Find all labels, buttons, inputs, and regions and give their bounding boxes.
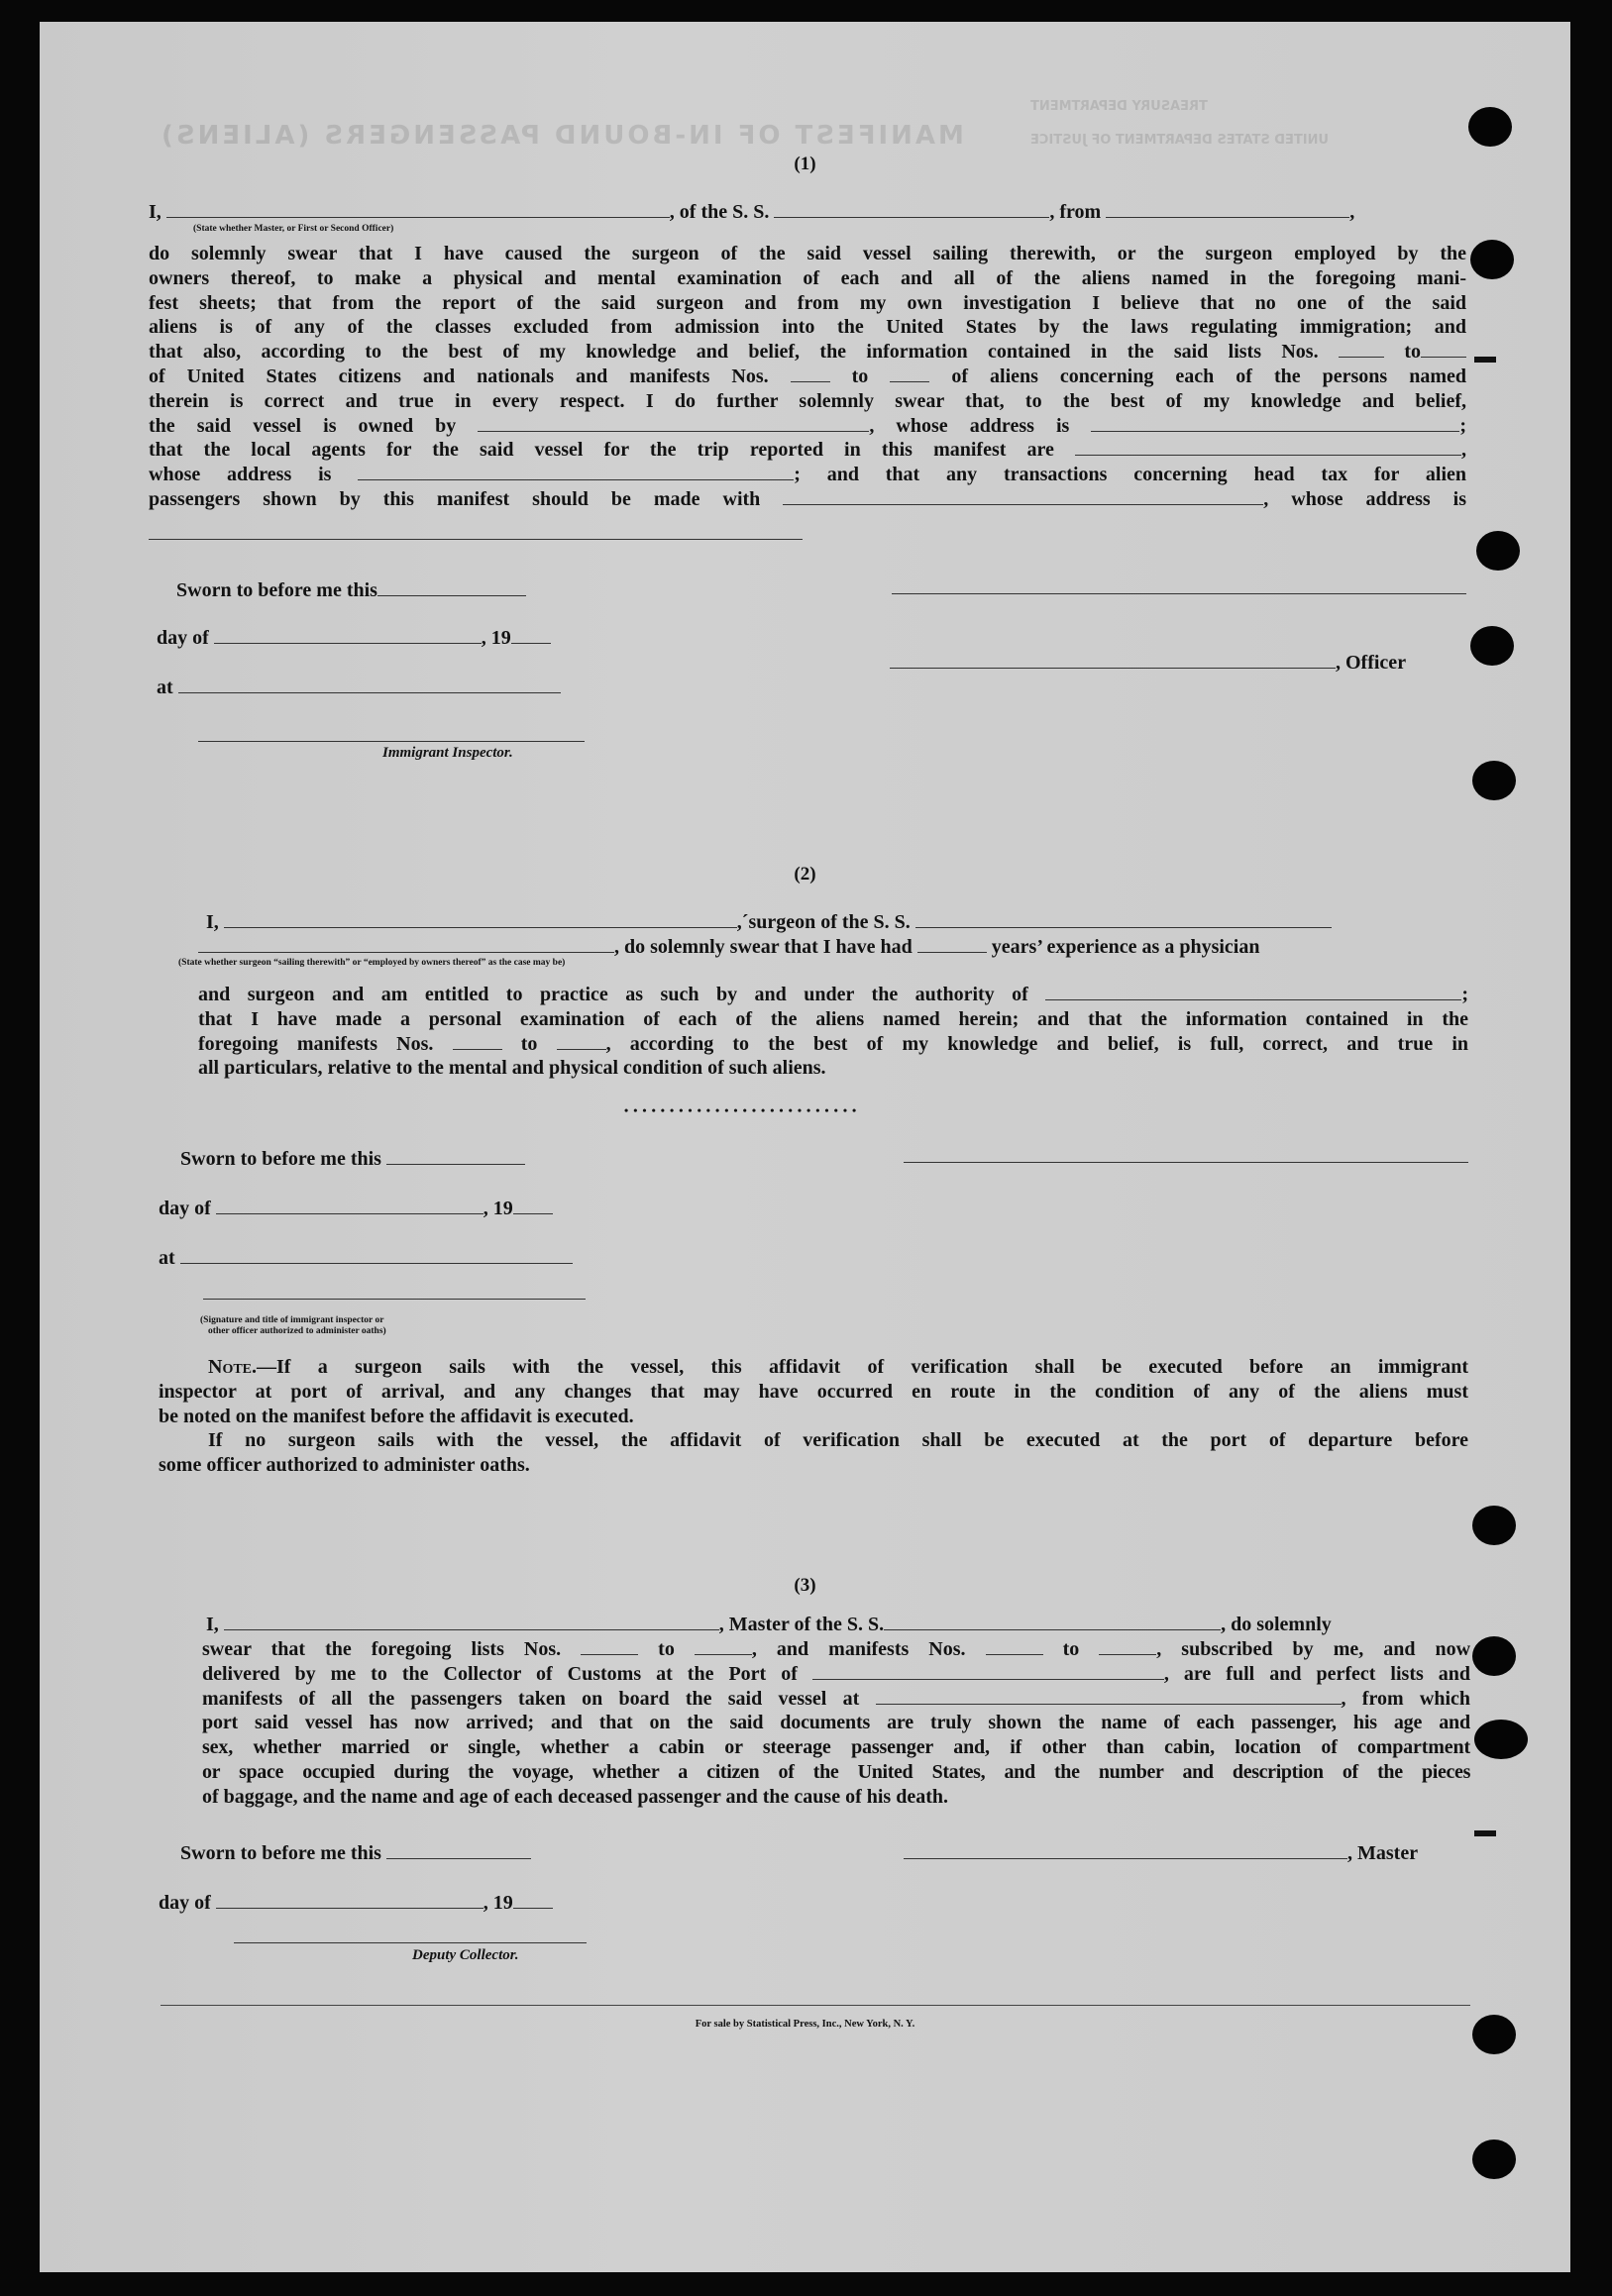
bleed-through-title: MANIFEST OF IN-BOUND PASSENGERS (ALIENS) bbox=[159, 121, 964, 151]
section-2-note bbox=[159, 1355, 1468, 1478]
note-line: be noted on the manifest before the affidavit is executed. bbox=[159, 1405, 634, 1427]
officer-caption: (State whether Master, or First or Second Officer) bbox=[193, 224, 394, 234]
sworn-date-field[interactable] bbox=[386, 1163, 525, 1165]
collector-signature-line[interactable] bbox=[234, 1941, 587, 1943]
section-1-citizens-line: of United States citizens and nationals and manifests Nos. to of aliens concerning each of the persons named bbox=[149, 365, 1466, 387]
lists-to-field[interactable] bbox=[1421, 356, 1466, 358]
bleed-through-header-2: UNITED STATES DEPARTMENT OF JUSTICE bbox=[1030, 133, 1330, 148]
section-1-number: (1) bbox=[794, 154, 816, 174]
section-1-line-1: I, , of the S. S. , from , bbox=[149, 201, 1355, 223]
section-1-lists-line: that also, according to the best of my knowledge and belief, the information contained in the said lists Nos. to bbox=[149, 340, 1466, 365]
embarkation-port-field[interactable] bbox=[876, 1703, 1342, 1705]
manifests-from-field[interactable] bbox=[986, 1653, 1043, 1655]
punch-hole bbox=[1472, 1506, 1516, 1545]
section-3-body-line: sex, whether married or single, whether a cabin or steerage passenger and, if other than cabin, location of compartment bbox=[202, 1736, 1470, 1759]
section-1-passengers-line: passengers shown by this manifest should be made with , whose address is bbox=[149, 487, 1467, 510]
manifests-to-field[interactable] bbox=[557, 1048, 606, 1050]
port-field[interactable] bbox=[812, 1678, 1164, 1680]
section-1-correct-line: therein is correct and true in every respect. I do further solemnly swear that, to the best of my knowledge and belief, bbox=[149, 389, 1466, 412]
punch-hole bbox=[1468, 107, 1512, 147]
officer-name-field[interactable] bbox=[166, 216, 670, 218]
vessel-name-field[interactable] bbox=[774, 216, 1049, 218]
section-1-body bbox=[149, 242, 1466, 512]
day-of-field[interactable] bbox=[216, 1907, 484, 1909]
section-3-sworn: Sworn to before me this bbox=[180, 1841, 531, 1865]
authority-field[interactable] bbox=[1045, 998, 1461, 1000]
section-2-line-2: , do solemnly swear that I have had years’ experience as a physician bbox=[198, 935, 1468, 959]
manifests-from-field[interactable] bbox=[791, 380, 830, 382]
lists-from-field[interactable] bbox=[1339, 356, 1384, 358]
section-3-body-line: or space occupied during the voyage, whether a citizen of the United States, and the number and description of the pieces bbox=[202, 1760, 1470, 1783]
section-2-line-1: I, ,´surgeon of the S. S. bbox=[206, 910, 1332, 934]
surgeon-vessel-field[interactable] bbox=[915, 926, 1332, 928]
punch-hole bbox=[1472, 2015, 1516, 2054]
binder-mark bbox=[1474, 1830, 1496, 1836]
manifests-to-field[interactable] bbox=[1099, 1653, 1156, 1655]
sworn-date-field[interactable] bbox=[386, 1857, 531, 1859]
section-1-sworn: Sworn to before me this bbox=[176, 578, 526, 602]
section-2-authority-line: and surgeon and am entitled to practice as such by and under the authority of ; bbox=[198, 984, 1468, 1005]
officer-signature-line[interactable] bbox=[892, 592, 1466, 594]
inspector-caption: Immigrant Inspector. bbox=[382, 745, 513, 761]
section-3-lists-line: swear that the foregoing lists Nos. to , and manifests Nos. to , subscribed by me, and now bbox=[202, 1638, 1471, 1660]
footer-rule bbox=[161, 2005, 1470, 2006]
signature-caption-2: other officer authorized to administer oaths) bbox=[208, 1326, 386, 1336]
section-3-line-1: I, , Master of the S. S. , do solemnly bbox=[206, 1614, 1332, 1635]
section-3-body-line: port said vessel has now arrived; and that on the said documents are truly shown the name of each passenger, his age and bbox=[202, 1712, 1470, 1734]
punch-hole bbox=[1470, 240, 1514, 279]
departure-port-field[interactable] bbox=[1106, 216, 1349, 218]
sworn-date-field[interactable] bbox=[377, 594, 526, 596]
section-3-number: (3) bbox=[794, 1575, 816, 1596]
section-1-body-line: fest sheets; that from the report of the said surgeon and from my own investigation I believe that no one of the said bbox=[149, 291, 1466, 314]
section-1-day-of: day of , 19 bbox=[157, 626, 551, 650]
master-name-field[interactable] bbox=[224, 1628, 719, 1630]
punch-hole bbox=[1470, 626, 1514, 666]
section-3-day-of: day of , 19 bbox=[159, 1891, 553, 1915]
year-field[interactable] bbox=[511, 642, 551, 644]
at-place-field[interactable] bbox=[180, 1262, 573, 1264]
dotted-separator: • • • • • • • • • • • • • • • • • • • • • • • • • • bbox=[624, 1103, 858, 1117]
punch-hole bbox=[1476, 531, 1520, 571]
lists-to-field[interactable] bbox=[695, 1653, 752, 1655]
printer-credit: For sale by Statistical Press, Inc., New York, N. Y. bbox=[695, 2019, 915, 2030]
section-1-body-line: owners thereof, to make a physical and mental examination of each and all of the aliens named in the foregoing mani- bbox=[149, 266, 1466, 289]
agents-address-field[interactable] bbox=[358, 478, 794, 480]
section-1-officer: , Officer bbox=[890, 651, 1406, 675]
master-signature-line[interactable] bbox=[904, 1857, 1347, 1859]
lists-from-field[interactable] bbox=[581, 1653, 638, 1655]
note-line: inspector at port of arrival, and any changes that may have occurred en route in the condition of any of the aliens must bbox=[159, 1380, 1468, 1403]
punch-hole bbox=[1472, 2139, 1516, 2179]
section-1-body-line: aliens is of any of the classes excluded from admission into the United States by the laws regulating immigration; and bbox=[149, 316, 1466, 339]
officer-title-field[interactable] bbox=[890, 667, 1336, 669]
section-3-port-line: delivered by me to the Collector of Customs at the Port of , are full and perfect lists and bbox=[202, 1662, 1471, 1685]
surgeon-status-field[interactable] bbox=[198, 951, 614, 953]
manifests-to-field[interactable] bbox=[890, 380, 929, 382]
section-1-owned-line: the said vessel is owned by , whose address is ; bbox=[149, 414, 1467, 437]
section-3-body-line: of baggage, and the name and age of each deceased passenger and the cause of his death. bbox=[202, 1785, 948, 1808]
note-line: If no surgeon sails with the vessel, the affidavit of verification shall be executed at the port of departure before bbox=[208, 1429, 1468, 1452]
head-tax-address-field[interactable] bbox=[149, 538, 803, 540]
inspector-signature-line[interactable] bbox=[198, 740, 585, 742]
signature-caption-1: (Signature and title of immigrant inspector or bbox=[200, 1315, 384, 1325]
section-1-address-line: whose address is ; and that any transactions concerning head tax for alien bbox=[149, 464, 1467, 486]
collector-caption: Deputy Collector. bbox=[412, 1947, 519, 1963]
manifests-from-field[interactable] bbox=[453, 1048, 502, 1050]
section-3-master: , Master bbox=[904, 1841, 1418, 1865]
inspector-signature-line[interactable] bbox=[203, 1298, 586, 1300]
manifest-page bbox=[40, 22, 1570, 2272]
day-of-field[interactable] bbox=[214, 642, 482, 644]
punch-hole bbox=[1472, 761, 1516, 800]
head-tax-contact-field[interactable] bbox=[783, 503, 1263, 505]
note-line: some officer authorized to administer oaths. bbox=[159, 1454, 530, 1477]
local-agents-field[interactable] bbox=[1075, 454, 1461, 456]
bleed-through-header-1: TREASURY DEPARTMENT bbox=[1030, 99, 1208, 114]
section-2-particulars-line: all particulars, relative to the mental and physical condition of such aliens. bbox=[198, 1057, 826, 1080]
binder-mark bbox=[1474, 357, 1496, 363]
year-field[interactable] bbox=[513, 1907, 553, 1909]
owner-address-field[interactable] bbox=[1091, 430, 1459, 432]
owner-field[interactable] bbox=[478, 430, 869, 432]
day-of-field[interactable] bbox=[216, 1212, 484, 1214]
section-2-day-of: day of , 19 bbox=[159, 1197, 553, 1220]
punch-hole bbox=[1472, 1636, 1516, 1676]
section-1-at: at bbox=[157, 676, 561, 699]
section-1-agents-line: that the local agents for the said vessel for the trip reported in this manifest are , bbox=[149, 439, 1466, 462]
section-1-body-line: do solemnly swear that I have caused the surgeon of the said vessel sailing therewith, or the surgeon employed by the bbox=[149, 243, 1466, 264]
at-place-field[interactable] bbox=[178, 691, 561, 693]
section-2-manifests-line: foregoing manifests Nos. to , according to the best of my knowledge and belief, is full, correct, and true in bbox=[198, 1032, 1469, 1055]
section-3-vessel-line: manifests of all the passengers taken on board the said vessel at , from which bbox=[202, 1687, 1471, 1710]
master-vessel-field[interactable] bbox=[884, 1628, 1221, 1630]
surgeon-signature-line[interactable] bbox=[904, 1161, 1468, 1163]
note-line: Note.—If a surgeon sails with the vessel, this affidavit of verification shall be executed before an immigrant bbox=[208, 1356, 1468, 1378]
surgeon-caption: (State whether surgeon “sailing therewith” or “employed by owners thereof” as the case may be) bbox=[178, 958, 566, 968]
year-field[interactable] bbox=[513, 1212, 553, 1214]
section-3-body bbox=[202, 1637, 1470, 1810]
section-2-body bbox=[198, 983, 1468, 1081]
years-experience-field[interactable] bbox=[917, 951, 987, 953]
section-2-sworn: Sworn to before me this bbox=[180, 1147, 525, 1171]
punch-hole bbox=[1474, 1720, 1528, 1759]
section-2-at: at bbox=[159, 1246, 573, 1270]
section-2-number: (2) bbox=[794, 864, 816, 885]
surgeon-name-field[interactable] bbox=[224, 926, 737, 928]
section-2-examination-line: that I have made a personal examination of each of the aliens named herein; and that the information contained in the bbox=[198, 1007, 1468, 1030]
